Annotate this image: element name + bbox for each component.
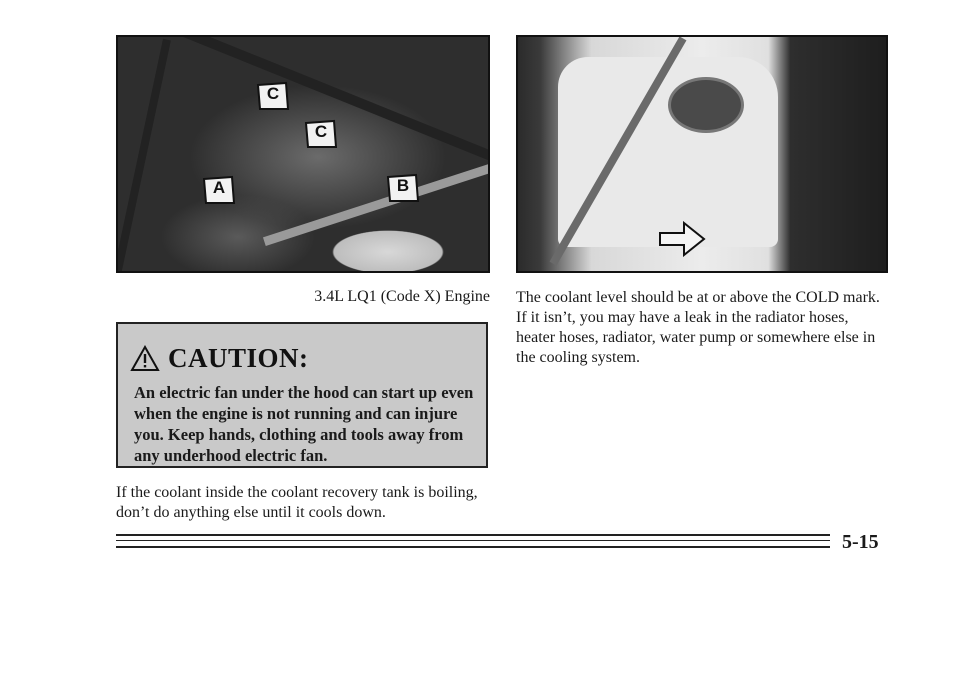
- paragraph-line: don’t do anything else until it cools down.: [116, 504, 386, 521]
- coolant-tank-photo: [516, 35, 888, 273]
- caution-line: you. Keep hands, clothing and tools away from: [134, 425, 464, 444]
- callout-c-lower: C: [304, 119, 338, 149]
- caution-box: [116, 322, 488, 468]
- paragraph-line: the cooling system.: [516, 349, 640, 366]
- warning-triangle-icon: [130, 345, 160, 372]
- photo-strut: [116, 35, 490, 165]
- caution-heading: [130, 342, 309, 374]
- tank-cap: [668, 77, 744, 133]
- paragraph-line: The coolant level should be at or above the COLD mark.: [516, 289, 880, 306]
- caution-heading-text: CAUTION:: [168, 342, 309, 373]
- page-number: 5-15: [842, 531, 879, 553]
- boiling-paragraph: [116, 483, 506, 523]
- paragraph-line: heater hoses, radiator, water pump or somewhere else in: [516, 329, 876, 346]
- engine-caption: 3.4L LQ1 (Code X) Engine: [314, 288, 490, 305]
- coolant-level-paragraph: [516, 288, 896, 368]
- footer-rule: [116, 540, 830, 541]
- photo-strut: [116, 39, 171, 273]
- caution-line: any underhood electric fan.: [134, 446, 328, 465]
- paragraph-line: If it isn’t, you may have a leak in the radiator hoses,: [516, 309, 849, 326]
- arrow-right-icon: [658, 221, 706, 257]
- coolant-tank: [558, 57, 778, 247]
- callout-b: B: [386, 173, 420, 203]
- engine-bay-photo: [116, 35, 490, 273]
- photo-strut: [263, 157, 490, 246]
- callout-c-upper: C: [256, 81, 290, 111]
- footer-rule: [116, 546, 830, 548]
- footer-rule: [116, 534, 830, 536]
- caution-body: [134, 382, 484, 466]
- paragraph-line: If the coolant inside the coolant recovery tank is boiling,: [116, 484, 478, 501]
- caution-line: when the engine is not running and can injure: [134, 404, 458, 423]
- caution-line: An electric fan under the hood can start up even: [134, 383, 474, 402]
- callout-a: A: [202, 175, 236, 205]
